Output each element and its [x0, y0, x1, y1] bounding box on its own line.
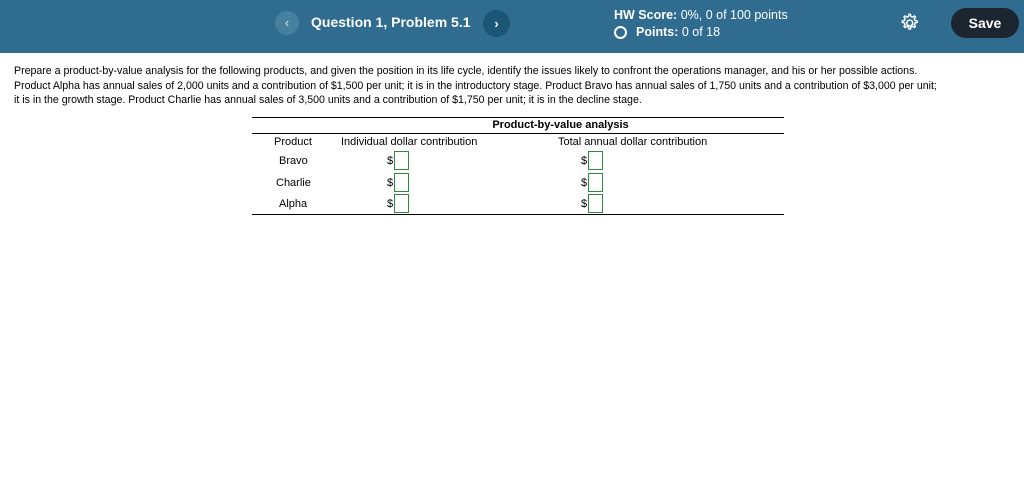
points-status-icon [614, 26, 627, 39]
table-top-rule [252, 117, 784, 118]
problem-statement [14, 64, 1020, 108]
column-header-total-contribution: Total annual dollar contribution [558, 136, 708, 148]
chevron-right-icon: › [494, 16, 499, 31]
dollar-sign: $ [581, 198, 588, 210]
hw-score-label: HW Score: [614, 8, 678, 22]
row-label-charlie: Charlie [276, 177, 311, 189]
settings-button[interactable] [898, 12, 920, 34]
gear-icon [898, 12, 920, 34]
row-label-alpha: Alpha [279, 198, 308, 210]
row-label-bravo: Bravo [279, 155, 308, 167]
dollar-sign: $ [581, 177, 588, 189]
column-header-product: Product [274, 136, 312, 148]
question-title: Question 1, Problem 5.1 [311, 14, 471, 30]
top-bar [0, 0, 1024, 53]
points [636, 25, 720, 39]
column-header-individual-contribution: Individual dollar contribution [341, 136, 478, 148]
charlie-total-contribution-input[interactable] [588, 173, 603, 192]
bravo-total-contribution-input[interactable] [588, 151, 603, 170]
charlie-individual-contribution-input[interactable] [394, 173, 409, 192]
dollar-sign: $ [387, 177, 394, 189]
table-caption: Product-by-value analysis [492, 119, 629, 131]
alpha-total-contribution-input[interactable] [588, 194, 603, 213]
dollar-sign: $ [387, 198, 394, 210]
previous-question-button[interactable] [275, 11, 299, 35]
next-question-button[interactable] [483, 10, 510, 37]
dollar-sign: $ [387, 155, 394, 167]
alpha-individual-contribution-input[interactable] [394, 194, 409, 213]
table-bottom-rule [252, 214, 784, 215]
problem-line-2: Product Alpha has annual sales of 2,000 units and a contribution of $1,500 per unit; it is in the introductory stage. Product Bravo has annual sales of 1,750 units and a contribution of $3,000 per unit; [14, 79, 937, 92]
problem-line-3: it is in the growth stage. Product Charlie has annual sales of 3,500 units and a contribution of $1,750 per unit; it is in the decline stage. [14, 94, 642, 106]
dollar-sign: $ [581, 155, 588, 167]
points-label: Points: [636, 25, 679, 39]
chevron-left-icon: ‹ [284, 15, 290, 30]
save-button[interactable]: Save [951, 8, 1019, 38]
bravo-individual-contribution-input[interactable] [394, 151, 409, 170]
problem-line-1: Prepare a product-by-value analysis for the following products, and given the position in its life cycle, identify the issues likely to confront the operations manager, and his or her possible actions. [14, 65, 918, 77]
table-header-rule [252, 133, 784, 134]
hw-score [614, 8, 788, 22]
hw-score-value: 0%, 0 of 100 points [680, 8, 788, 22]
points-value: 0 of 18 [681, 25, 721, 39]
